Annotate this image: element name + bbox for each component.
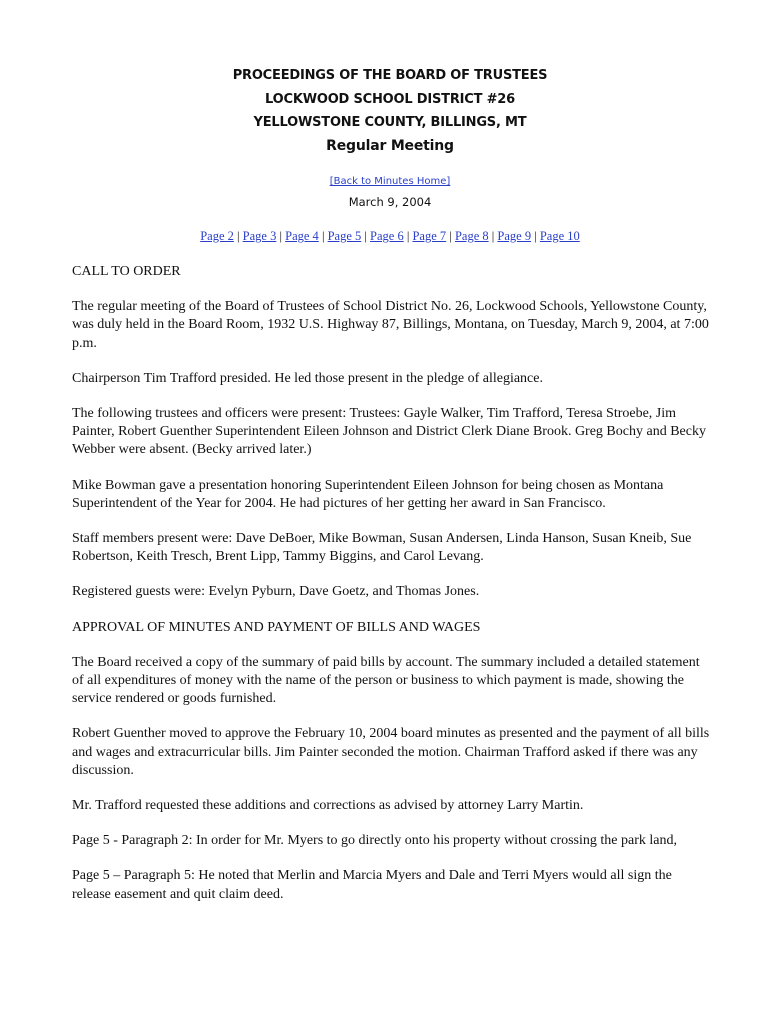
meeting-date: March 9, 2004 — [348, 195, 432, 209]
page-link-4[interactable]: Page 4 — [285, 229, 319, 243]
paragraph-chairperson: Chairperson Tim Trafford presided. He led those present in the pledge of allegiance. — [72, 370, 543, 386]
paragraph-meeting-location: The regular meeting of the Board of Trustees of School District No. 26, Lockwood Schools, Yellowstone County, was duly held in the Board Room, 1932 U.S. Highway 87, Billings, Montana, on Tuesday, March 9, 2004, at 7:00 p.m. — [72, 299, 709, 351]
paragraph-staff-present: Staff members present were: Dave DeBoer, Mike Bowman, Susan Andersen, Linda Hanson, Susan Kneib, Sue Robertson, Keith Tresch, Brent Lipp, Tammy Biggins, and Carol Levang. — [72, 531, 692, 565]
page-link-6[interactable]: Page 6 — [370, 229, 404, 243]
section-heading-approval: APPROVAL OF MINUTES AND PAYMENT OF BILLS AND WAGES — [72, 619, 481, 635]
pager-separator: | — [446, 229, 455, 243]
page-link-8[interactable]: Page 8 — [454, 229, 489, 243]
minutes-body — [72, 263, 712, 921]
page-link-5[interactable]: Page 5 — [327, 229, 362, 243]
back-link-container — [0, 176, 770, 187]
pager-separator: | — [276, 229, 286, 243]
paragraph-trustees-present: The following trustees and officers were present: Trustees: Gayle Walker, Tim Trafford, Teresa Stroebe, Jim Painter, Robert Guenther Superintendent Eileen Johnson and District Clerk Diane Brook. Greg Bochy and Becky Webber were absent. (Becky arrived later.) — [72, 406, 706, 458]
paragraph-paid-bills-summary: The Board received a copy of the summary of paid bills by account. The summary included a detailed statement of all expenditures of money with the name of the person or business to which payment is made, showing the service rendered or goods furnished. — [72, 654, 700, 707]
pager-separator: | — [361, 229, 371, 243]
document-header — [0, 64, 770, 158]
header-meeting-type: Regular Meeting — [326, 137, 454, 154]
paragraph-corrections-request: Mr. Trafford requested these additions and corrections as advised by attorney Larry Martin. — [72, 798, 584, 814]
page-link-10[interactable]: Page 10 — [539, 229, 580, 243]
page-link-2[interactable]: Page 2 — [200, 229, 234, 243]
paragraph-motion-approve: Robert Guenther moved to approve the February 10, 2004 board minutes as presented and the payment of all bills and wages and extracurricular bills. Jim Painter seconded the motion. Chairman Trafford asked if there was any discussion. — [72, 726, 710, 778]
back-to-minutes-home-link[interactable]: [Back to Minutes Home] — [329, 176, 451, 187]
header-title: PROCEEDINGS OF THE BOARD OF TRUSTEES — [232, 68, 548, 83]
header-district: LOCKWOOD SCHOOL DISTRICT #26 — [265, 91, 515, 107]
pager-separator: | — [233, 229, 243, 243]
paragraph-registered-guests: Registered guests were: Evelyn Pyburn, Dave Goetz, and Thomas Jones. — [72, 584, 480, 600]
page-link-7[interactable]: Page 7 — [412, 229, 447, 243]
page-link-3[interactable]: Page 3 — [242, 229, 277, 243]
header-county: YELLOWSTONE COUNTY, BILLINGS, MT — [253, 115, 527, 130]
page-link-9[interactable]: Page 9 — [497, 229, 532, 243]
paragraph-correction-page5-para2: Page 5 - Paragraph 2: In order for Mr. Myers to go directly onto his property without crossing the park land, — [72, 833, 677, 849]
pager-separator: | — [488, 229, 498, 243]
paragraph-correction-page5-para5: Page 5 – Paragraph 5: He noted that Merlin and Marcia Myers and Dale and Terri Myers would all sign the release easement and quit claim deed. — [72, 868, 672, 902]
paragraph-presentation: Mike Bowman gave a presentation honoring Superintendent Eileen Johnson for being chosen as Montana Superintendent of the Year for 2004. He had pictures of her getting her award in San Francisco. — [72, 477, 664, 511]
pager-separator: | — [531, 229, 540, 243]
page-navigation — [0, 229, 770, 244]
section-heading-call-to-order: CALL TO ORDER — [72, 264, 181, 279]
pager-separator: | — [403, 229, 413, 243]
pager-separator: | — [318, 229, 328, 243]
